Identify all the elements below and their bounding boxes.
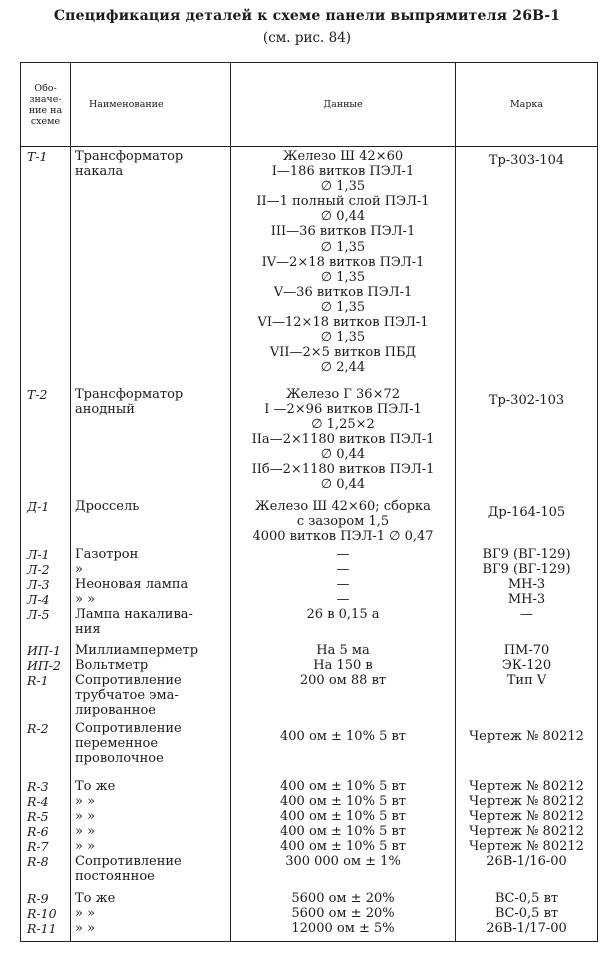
name-cell: Сопротивление переменное проволочное [71,721,231,773]
name-cell: Газотрон » Неоновая лампа » » Лампа накалива- ния [71,547,231,643]
data-cell: Железо Ш 42×60 I—186 витков ПЭЛ-1 ∅ 1,35 II—1 полный слой ПЭЛ-1 ∅ 0,44 III—36 витков ПЭЛ-1 ∅ 1,35 IV—2×18 витков ПЭЛ-1 ∅ 1,35 V—36 витков ПЭЛ-1 ∅ 1,35 VI—12×18 витков ПЭЛ-1 ∅ 1,35 VII—2×5 витков ПБД ∅ 2,44 [231,147,456,387]
designation-cell: Л-1 Л-2 Л-3 Л-4 Л-5 [21,547,71,643]
header-brand: Марка [456,63,598,147]
table-header-row [21,63,598,147]
data-cell: На 5 ма На 150 в 200 ом 88 вт [231,643,456,721]
page-subtitle: (см. рис. 84) [262,30,352,46]
header-designation: Обо- значе- ние на схеме [21,63,71,147]
data-cell: 5600 ом ± 20% 5600 ом ± 20% 12000 ом ± 5% [231,885,456,942]
name-cell: То же » » » » [71,885,231,942]
brand-cell: ПМ-70 ЭК-120 Тип V [456,643,598,721]
table-row [21,885,598,942]
table-row [21,643,598,721]
designation-cell: ИП-1 ИП-2 R-1 [21,643,71,721]
brand-cell: ВС-0,5 вт ВС-0,5 вт 26В-1/17-00 [456,885,598,942]
data-cell: Железо Ш 42×60; сборка с зазором 1,5 4000 витков ПЭЛ-1 ∅ 0,47 [231,499,456,547]
table-row [21,387,598,499]
designation-cell: Т-2 [21,387,71,499]
designation-cell: Д-1 [21,499,71,547]
brand-cell: Тр-303-104 [456,147,598,387]
data-cell: 400 ом ± 10% 5 вт 400 ом ± 10% 5 вт 400 ом ± 10% 5 вт 400 ом ± 10% 5 вт 400 ом ± 10% 5 вт 300 000 ом ± 1% [231,773,456,885]
name-cell: Трансформатор накала [71,147,231,387]
header-data: Данные [231,63,456,147]
brand-cell: Чертеж № 80212 Чертеж № 80212 Чертеж № 80212 Чертеж № 80212 Чертеж № 80212 26В-1/16-00 [456,773,598,885]
designation-cell: Т-1 [21,147,71,387]
brand-cell: Др-164-105 [456,499,598,547]
spec-table [20,62,598,942]
name-cell: Трансформатор анодный [71,387,231,499]
data-cell: 400 ом ± 10% 5 вт [231,721,456,773]
name-cell: Миллиамперметр Вольтметр Сопротивление трубчатое эма- лированное [71,643,231,721]
table-row [21,721,598,773]
table-row [21,499,598,547]
brand-cell: ВГ9 (ВГ-129) ВГ9 (ВГ-129) МН-3 МН-3 — [456,547,598,643]
designation-cell: R-2 [21,721,71,773]
table-row [21,773,598,885]
designation-cell: R-3 R-4 R-5 R-6 R-7 R-8 [21,773,71,885]
brand-cell: Тр-302-103 [456,387,598,499]
table-row [21,147,598,387]
name-cell: То же » » » » » » » » Сопротивление постоянное [71,773,231,885]
designation-cell: R-9 R-10 R-11 [21,885,71,942]
brand-cell: Чертеж № 80212 [456,721,598,773]
table-row [21,547,598,643]
data-cell: Железо Г 36×72 I —2×96 витков ПЭЛ-1 ∅ 1,25×2 IIа—2×1180 витков ПЭЛ-1 ∅ 0,44 IIб—2×1180 витков ПЭЛ-1 ∅ 0,44 [231,387,456,499]
data-cell: — — — — 26 в 0,15 а [231,547,456,643]
header-name: Наименование [71,63,231,147]
page-title: Спецификация деталей к схеме панели выпрямителя 26В-1 [53,8,561,24]
name-cell: Дроссель [71,499,231,547]
